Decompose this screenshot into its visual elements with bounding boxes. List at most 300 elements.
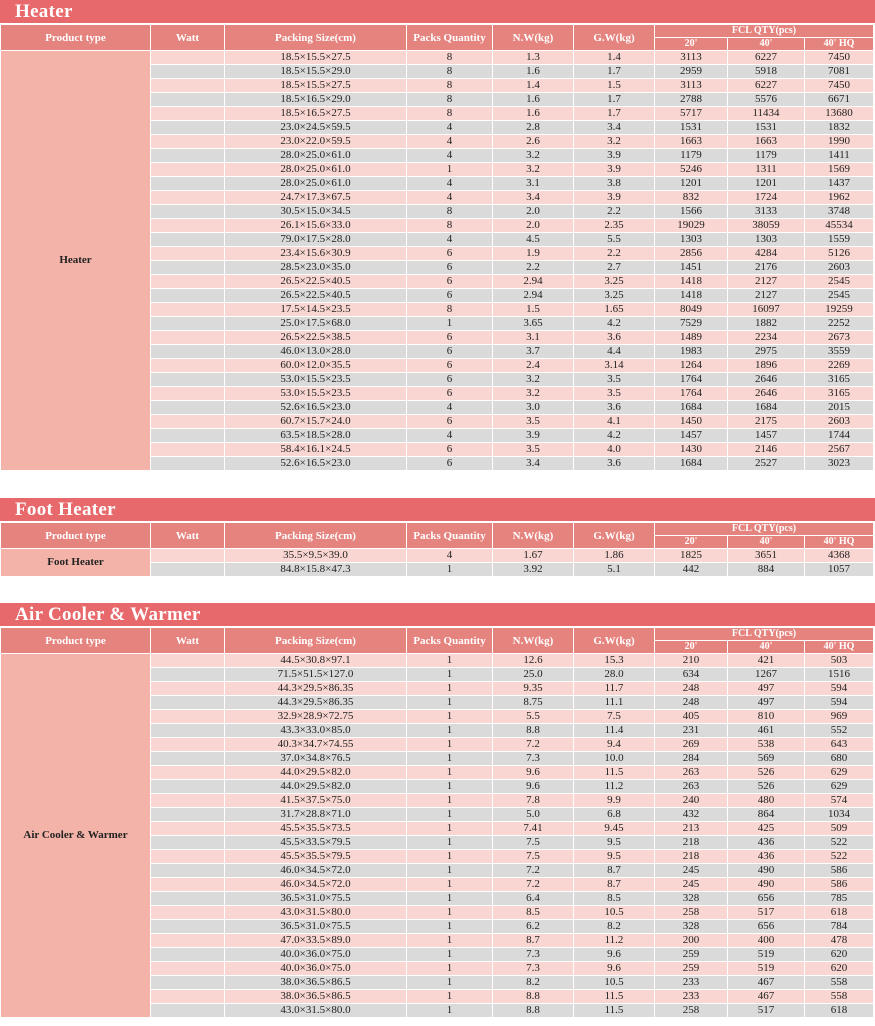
packing-size-cell: 44.0×29.5×82.0	[225, 780, 407, 794]
gross-weight-cell: 1.7	[574, 107, 655, 121]
fcl-20-cell: 2788	[655, 93, 728, 107]
gross-weight-cell: 2.7	[574, 261, 655, 275]
net-weight-cell: 2.4	[493, 359, 574, 373]
fcl-20-cell: 3113	[655, 51, 728, 65]
table-row	[1, 654, 874, 668]
gross-weight-cell: 9.4	[574, 738, 655, 752]
fcl-40hq-cell: 478	[805, 934, 874, 948]
packing-size-cell: 23.4×15.6×30.9	[225, 247, 407, 261]
packing-size-cell: 41.5×37.5×75.0	[225, 794, 407, 808]
net-weight-cell: 2.94	[493, 275, 574, 289]
packing-size-cell: 52.6×16.5×23.0	[225, 457, 407, 471]
watt-cell	[151, 1004, 225, 1018]
watt-cell	[151, 51, 225, 65]
fcl-40-cell: 656	[728, 920, 805, 934]
fcl-20-cell: 1303	[655, 233, 728, 247]
fcl-20-cell: 5246	[655, 163, 728, 177]
gross-weight-cell: 8.7	[574, 878, 655, 892]
gross-weight-cell: 11.2	[574, 934, 655, 948]
fcl-40-cell: 5918	[728, 65, 805, 79]
packs-quantity-cell: 1	[407, 920, 493, 934]
fcl-20-cell: 233	[655, 990, 728, 1004]
packing-size-cell: 24.7×17.3×67.5	[225, 191, 407, 205]
packing-size-cell: 44.3×29.5×86.35	[225, 682, 407, 696]
packs-quantity-cell: 4	[407, 121, 493, 135]
fcl-40-cell: 517	[728, 906, 805, 920]
fcl-40-cell: 519	[728, 948, 805, 962]
net-weight-cell: 6.2	[493, 920, 574, 934]
fcl-40hq-cell: 586	[805, 864, 874, 878]
fcl-20-cell: 1825	[655, 549, 728, 563]
fcl-20-cell: 231	[655, 724, 728, 738]
packs-quantity-cell: 1	[407, 990, 493, 1004]
packs-quantity-cell: 1	[407, 696, 493, 710]
fcl-40hq-cell: 1559	[805, 233, 874, 247]
fcl-40-cell: 1179	[728, 149, 805, 163]
watt-cell	[151, 668, 225, 682]
fcl-20-cell: 405	[655, 710, 728, 724]
gross-weight-cell: 3.6	[574, 401, 655, 415]
net-weight-cell: 2.6	[493, 135, 574, 149]
fcl-40hq-cell: 4368	[805, 549, 874, 563]
packs-quantity-cell: 4	[407, 233, 493, 247]
watt-cell	[151, 549, 225, 563]
fcl-40-cell: 2146	[728, 443, 805, 457]
fcl-40hq-cell: 558	[805, 990, 874, 1004]
watt-cell	[151, 766, 225, 780]
header-product-type: Product type	[1, 25, 151, 51]
gross-weight-cell: 9.9	[574, 794, 655, 808]
header-packs-quantity: Packs Quantity	[407, 25, 493, 51]
watt-cell	[151, 373, 225, 387]
watt-cell	[151, 752, 225, 766]
packs-quantity-cell: 6	[407, 247, 493, 261]
fcl-40-cell: 400	[728, 934, 805, 948]
packs-quantity-cell: 4	[407, 549, 493, 563]
fcl-40hq-cell: 620	[805, 948, 874, 962]
watt-cell	[151, 261, 225, 275]
packing-size-cell: 43.0×31.5×80.0	[225, 906, 407, 920]
net-weight-cell: 25.0	[493, 668, 574, 682]
watt-cell	[151, 962, 225, 976]
packing-size-cell: 53.0×15.5×23.5	[225, 387, 407, 401]
gross-weight-cell: 10.5	[574, 906, 655, 920]
fcl-40hq-cell: 574	[805, 794, 874, 808]
fcl-40hq-cell: 45534	[805, 219, 874, 233]
packs-quantity-cell: 6	[407, 415, 493, 429]
fcl-40hq-cell: 2545	[805, 275, 874, 289]
packing-size-cell: 44.5×30.8×97.1	[225, 654, 407, 668]
gross-weight-cell: 15.3	[574, 654, 655, 668]
watt-cell	[151, 205, 225, 219]
fcl-20-cell: 233	[655, 976, 728, 990]
gross-weight-cell: 1.7	[574, 93, 655, 107]
watt-cell	[151, 864, 225, 878]
gross-weight-cell: 11.1	[574, 696, 655, 710]
header-fcl-qty: FCL QTY(pcs)	[655, 25, 874, 38]
watt-cell	[151, 65, 225, 79]
packs-quantity-cell: 1	[407, 878, 493, 892]
header-packing-size: Packing Size(cm)	[225, 628, 407, 654]
packs-quantity-cell: 6	[407, 387, 493, 401]
header-watt: Watt	[151, 25, 225, 51]
gross-weight-cell: 2.35	[574, 219, 655, 233]
net-weight-cell: 3.2	[493, 149, 574, 163]
fcl-40-cell: 16097	[728, 303, 805, 317]
gross-weight-cell: 5.5	[574, 233, 655, 247]
fcl-40-cell: 436	[728, 836, 805, 850]
gross-weight-cell: 9.6	[574, 962, 655, 976]
header-40ft: 40'	[728, 641, 805, 654]
packing-size-cell: 53.0×15.5×23.5	[225, 373, 407, 387]
watt-cell	[151, 738, 225, 752]
packs-quantity-cell: 1	[407, 892, 493, 906]
packing-size-cell: 79.0×17.5×28.0	[225, 233, 407, 247]
fcl-20-cell: 258	[655, 1004, 728, 1018]
watt-cell	[151, 163, 225, 177]
packing-size-cell: 37.0×34.8×76.5	[225, 752, 407, 766]
packing-size-cell: 26.5×22.5×38.5	[225, 331, 407, 345]
product-section	[0, 0, 875, 471]
watt-cell	[151, 976, 225, 990]
product-table	[0, 627, 874, 1018]
packs-quantity-cell: 1	[407, 934, 493, 948]
gross-weight-cell: 3.9	[574, 149, 655, 163]
fcl-20-cell: 258	[655, 906, 728, 920]
packing-size-cell: 43.0×31.5×80.0	[225, 1004, 407, 1018]
net-weight-cell: 7.3	[493, 948, 574, 962]
packs-quantity-cell: 1	[407, 163, 493, 177]
header-net-weight: N.W(kg)	[493, 523, 574, 549]
packs-quantity-cell: 6	[407, 275, 493, 289]
net-weight-cell: 5.0	[493, 808, 574, 822]
gross-weight-cell: 9.5	[574, 836, 655, 850]
net-weight-cell: 8.8	[493, 1004, 574, 1018]
gross-weight-cell: 3.2	[574, 135, 655, 149]
packing-size-cell: 46.0×13.0×28.0	[225, 345, 407, 359]
fcl-40hq-cell: 1034	[805, 808, 874, 822]
packing-size-cell: 60.7×15.7×24.0	[225, 415, 407, 429]
packs-quantity-cell: 1	[407, 752, 493, 766]
packing-size-cell: 60.0×12.0×35.5	[225, 359, 407, 373]
packs-quantity-cell: 1	[407, 976, 493, 990]
net-weight-cell: 3.92	[493, 563, 574, 577]
watt-cell	[151, 107, 225, 121]
watt-cell	[151, 387, 225, 401]
net-weight-cell: 2.8	[493, 121, 574, 135]
fcl-40hq-cell: 3748	[805, 205, 874, 219]
net-weight-cell: 7.8	[493, 794, 574, 808]
net-weight-cell: 8.5	[493, 906, 574, 920]
fcl-20-cell: 1566	[655, 205, 728, 219]
fcl-20-cell: 1457	[655, 429, 728, 443]
watt-cell	[151, 850, 225, 864]
net-weight-cell: 1.67	[493, 549, 574, 563]
gross-weight-cell: 4.4	[574, 345, 655, 359]
packs-quantity-cell: 8	[407, 93, 493, 107]
fcl-40-cell: 461	[728, 724, 805, 738]
fcl-20-cell: 1418	[655, 289, 728, 303]
gross-weight-cell: 1.7	[574, 65, 655, 79]
gross-weight-cell: 3.8	[574, 177, 655, 191]
watt-cell	[151, 149, 225, 163]
fcl-40-cell: 2175	[728, 415, 805, 429]
fcl-20-cell: 8049	[655, 303, 728, 317]
net-weight-cell: 3.2	[493, 373, 574, 387]
fcl-40-cell: 1663	[728, 135, 805, 149]
watt-cell	[151, 429, 225, 443]
watt-cell	[151, 794, 225, 808]
fcl-20-cell: 1201	[655, 177, 728, 191]
gross-weight-cell: 6.8	[574, 808, 655, 822]
gross-weight-cell: 11.5	[574, 766, 655, 780]
watt-cell	[151, 219, 225, 233]
gross-weight-cell: 2.2	[574, 247, 655, 261]
net-weight-cell: 8.8	[493, 990, 574, 1004]
fcl-40hq-cell: 7450	[805, 51, 874, 65]
packs-quantity-cell: 8	[407, 107, 493, 121]
gross-weight-cell: 3.6	[574, 331, 655, 345]
gross-weight-cell: 9.5	[574, 850, 655, 864]
fcl-40hq-cell: 2567	[805, 443, 874, 457]
fcl-40hq-cell: 1516	[805, 668, 874, 682]
net-weight-cell: 7.2	[493, 864, 574, 878]
net-weight-cell: 7.5	[493, 850, 574, 864]
packs-quantity-cell: 1	[407, 906, 493, 920]
fcl-40-cell: 2176	[728, 261, 805, 275]
fcl-40-cell: 38059	[728, 219, 805, 233]
fcl-40hq-cell: 586	[805, 878, 874, 892]
packs-quantity-cell: 1	[407, 962, 493, 976]
gross-weight-cell: 1.65	[574, 303, 655, 317]
section-title: Foot Heater	[0, 498, 875, 522]
net-weight-cell: 7.5	[493, 836, 574, 850]
fcl-40-cell: 1311	[728, 163, 805, 177]
fcl-20-cell: 432	[655, 808, 728, 822]
fcl-40-cell: 2127	[728, 289, 805, 303]
net-weight-cell: 1.6	[493, 93, 574, 107]
packing-size-cell: 35.5×9.5×39.0	[225, 549, 407, 563]
header-packing-size: Packing Size(cm)	[225, 25, 407, 51]
header-watt: Watt	[151, 523, 225, 549]
packing-size-cell: 58.4×16.1×24.5	[225, 443, 407, 457]
watt-cell	[151, 317, 225, 331]
fcl-40-cell: 497	[728, 682, 805, 696]
fcl-40hq-cell: 620	[805, 962, 874, 976]
fcl-40-cell: 1896	[728, 359, 805, 373]
packing-size-cell: 17.5×14.5×23.5	[225, 303, 407, 317]
fcl-20-cell: 1430	[655, 443, 728, 457]
product-type-cell: Air Cooler & Warmer	[1, 654, 151, 1018]
packs-quantity-cell: 6	[407, 289, 493, 303]
packs-quantity-cell: 1	[407, 668, 493, 682]
header-watt: Watt	[151, 628, 225, 654]
packing-size-cell: 26.5×22.5×40.5	[225, 289, 407, 303]
gross-weight-cell: 3.25	[574, 275, 655, 289]
gross-weight-cell: 3.5	[574, 373, 655, 387]
watt-cell	[151, 289, 225, 303]
net-weight-cell: 3.4	[493, 191, 574, 205]
gross-weight-cell: 7.5	[574, 710, 655, 724]
watt-cell	[151, 345, 225, 359]
fcl-40hq-cell: 2545	[805, 289, 874, 303]
packing-size-cell: 23.0×24.5×59.5	[225, 121, 407, 135]
net-weight-cell: 3.5	[493, 443, 574, 457]
packs-quantity-cell: 1	[407, 766, 493, 780]
fcl-40-cell: 1267	[728, 668, 805, 682]
fcl-40-cell: 864	[728, 808, 805, 822]
gross-weight-cell: 4.0	[574, 443, 655, 457]
fcl-20-cell: 2959	[655, 65, 728, 79]
fcl-40-cell: 526	[728, 780, 805, 794]
gross-weight-cell: 9.6	[574, 948, 655, 962]
watt-cell	[151, 275, 225, 289]
net-weight-cell: 1.6	[493, 107, 574, 121]
header-gross-weight: G.W(kg)	[574, 25, 655, 51]
fcl-40-cell: 11434	[728, 107, 805, 121]
fcl-40-cell: 2646	[728, 373, 805, 387]
packs-quantity-cell: 1	[407, 738, 493, 752]
fcl-40hq-cell: 3165	[805, 373, 874, 387]
gross-weight-cell: 11.7	[574, 682, 655, 696]
net-weight-cell: 2.94	[493, 289, 574, 303]
fcl-20-cell: 7529	[655, 317, 728, 331]
fcl-40-cell: 3651	[728, 549, 805, 563]
gross-weight-cell: 11.5	[574, 990, 655, 1004]
fcl-40hq-cell: 2269	[805, 359, 874, 373]
fcl-20-cell: 1764	[655, 373, 728, 387]
net-weight-cell: 2.0	[493, 205, 574, 219]
gross-weight-cell: 1.5	[574, 79, 655, 93]
watt-cell	[151, 93, 225, 107]
packing-size-cell: 44.3×29.5×86.35	[225, 696, 407, 710]
section-title: Air Cooler & Warmer	[0, 603, 875, 627]
fcl-20-cell: 248	[655, 682, 728, 696]
packing-size-cell: 38.0×36.5×86.5	[225, 976, 407, 990]
fcl-40hq-cell: 594	[805, 696, 874, 710]
fcl-40-cell: 5576	[728, 93, 805, 107]
watt-cell	[151, 121, 225, 135]
fcl-40-cell: 2646	[728, 387, 805, 401]
packs-quantity-cell: 4	[407, 135, 493, 149]
watt-cell	[151, 191, 225, 205]
watt-cell	[151, 808, 225, 822]
packs-quantity-cell: 4	[407, 177, 493, 191]
fcl-40-cell: 490	[728, 878, 805, 892]
packing-size-cell: 18.5×16.5×29.0	[225, 93, 407, 107]
gross-weight-cell: 4.2	[574, 317, 655, 331]
fcl-20-cell: 1489	[655, 331, 728, 345]
fcl-20-cell: 1684	[655, 401, 728, 415]
net-weight-cell: 9.6	[493, 766, 574, 780]
packing-size-cell: 18.5×15.5×27.5	[225, 51, 407, 65]
fcl-40hq-cell: 2252	[805, 317, 874, 331]
fcl-20-cell: 218	[655, 850, 728, 864]
packing-size-cell: 45.5×35.5×73.5	[225, 822, 407, 836]
fcl-40hq-cell: 629	[805, 766, 874, 780]
net-weight-cell: 3.5	[493, 415, 574, 429]
net-weight-cell: 3.2	[493, 387, 574, 401]
fcl-20-cell: 5717	[655, 107, 728, 121]
fcl-20-cell: 200	[655, 934, 728, 948]
fcl-40hq-cell: 643	[805, 738, 874, 752]
packing-size-cell: 47.0×33.5×89.0	[225, 934, 407, 948]
gross-weight-cell: 11.5	[574, 1004, 655, 1018]
fcl-40hq-cell: 629	[805, 780, 874, 794]
watt-cell	[151, 331, 225, 345]
fcl-40hq-cell: 2603	[805, 415, 874, 429]
packing-size-cell: 26.1×15.6×33.0	[225, 219, 407, 233]
fcl-40-cell: 884	[728, 563, 805, 577]
fcl-20-cell: 3113	[655, 79, 728, 93]
packs-quantity-cell: 1	[407, 864, 493, 878]
packing-size-cell: 52.6×16.5×23.0	[225, 401, 407, 415]
packs-quantity-cell: 1	[407, 780, 493, 794]
fcl-40hq-cell: 7081	[805, 65, 874, 79]
packing-size-cell: 38.0×36.5×86.5	[225, 990, 407, 1004]
packing-size-cell: 45.5×35.5×79.5	[225, 850, 407, 864]
fcl-40hq-cell: 503	[805, 654, 874, 668]
gross-weight-cell: 3.9	[574, 163, 655, 177]
packs-quantity-cell: 1	[407, 850, 493, 864]
watt-cell	[151, 654, 225, 668]
net-weight-cell: 7.3	[493, 962, 574, 976]
watt-cell	[151, 401, 225, 415]
packs-quantity-cell: 8	[407, 79, 493, 93]
packing-size-cell: 36.5×31.0×75.5	[225, 920, 407, 934]
fcl-40hq-cell: 558	[805, 976, 874, 990]
packs-quantity-cell: 8	[407, 51, 493, 65]
fcl-40-cell: 6227	[728, 51, 805, 65]
fcl-40hq-cell: 552	[805, 724, 874, 738]
gross-weight-cell: 8.5	[574, 892, 655, 906]
gross-weight-cell: 11.2	[574, 780, 655, 794]
net-weight-cell: 1.9	[493, 247, 574, 261]
fcl-40hq-cell: 1962	[805, 191, 874, 205]
fcl-40-cell: 497	[728, 696, 805, 710]
packs-quantity-cell: 4	[407, 191, 493, 205]
header-product-type: Product type	[1, 523, 151, 549]
packs-quantity-cell: 1	[407, 724, 493, 738]
packs-quantity-cell: 1	[407, 822, 493, 836]
table-row	[1, 51, 874, 65]
fcl-40-cell: 4284	[728, 247, 805, 261]
packs-quantity-cell: 8	[407, 219, 493, 233]
net-weight-cell: 3.2	[493, 163, 574, 177]
gross-weight-cell: 5.1	[574, 563, 655, 577]
fcl-40hq-cell: 680	[805, 752, 874, 766]
fcl-40-cell: 1882	[728, 317, 805, 331]
fcl-40-cell: 3133	[728, 205, 805, 219]
fcl-20-cell: 245	[655, 864, 728, 878]
watt-cell	[151, 878, 225, 892]
net-weight-cell: 7.2	[493, 878, 574, 892]
fcl-40-cell: 2975	[728, 345, 805, 359]
fcl-40-cell: 490	[728, 864, 805, 878]
net-weight-cell: 3.7	[493, 345, 574, 359]
net-weight-cell: 8.75	[493, 696, 574, 710]
net-weight-cell: 4.5	[493, 233, 574, 247]
fcl-20-cell: 832	[655, 191, 728, 205]
watt-cell	[151, 710, 225, 724]
fcl-40-cell: 436	[728, 850, 805, 864]
packs-quantity-cell: 8	[407, 303, 493, 317]
gross-weight-cell: 11.4	[574, 724, 655, 738]
packs-quantity-cell: 6	[407, 373, 493, 387]
watt-cell	[151, 79, 225, 93]
packs-quantity-cell: 1	[407, 563, 493, 577]
header-40ft-hq: 40' HQ	[805, 536, 874, 549]
